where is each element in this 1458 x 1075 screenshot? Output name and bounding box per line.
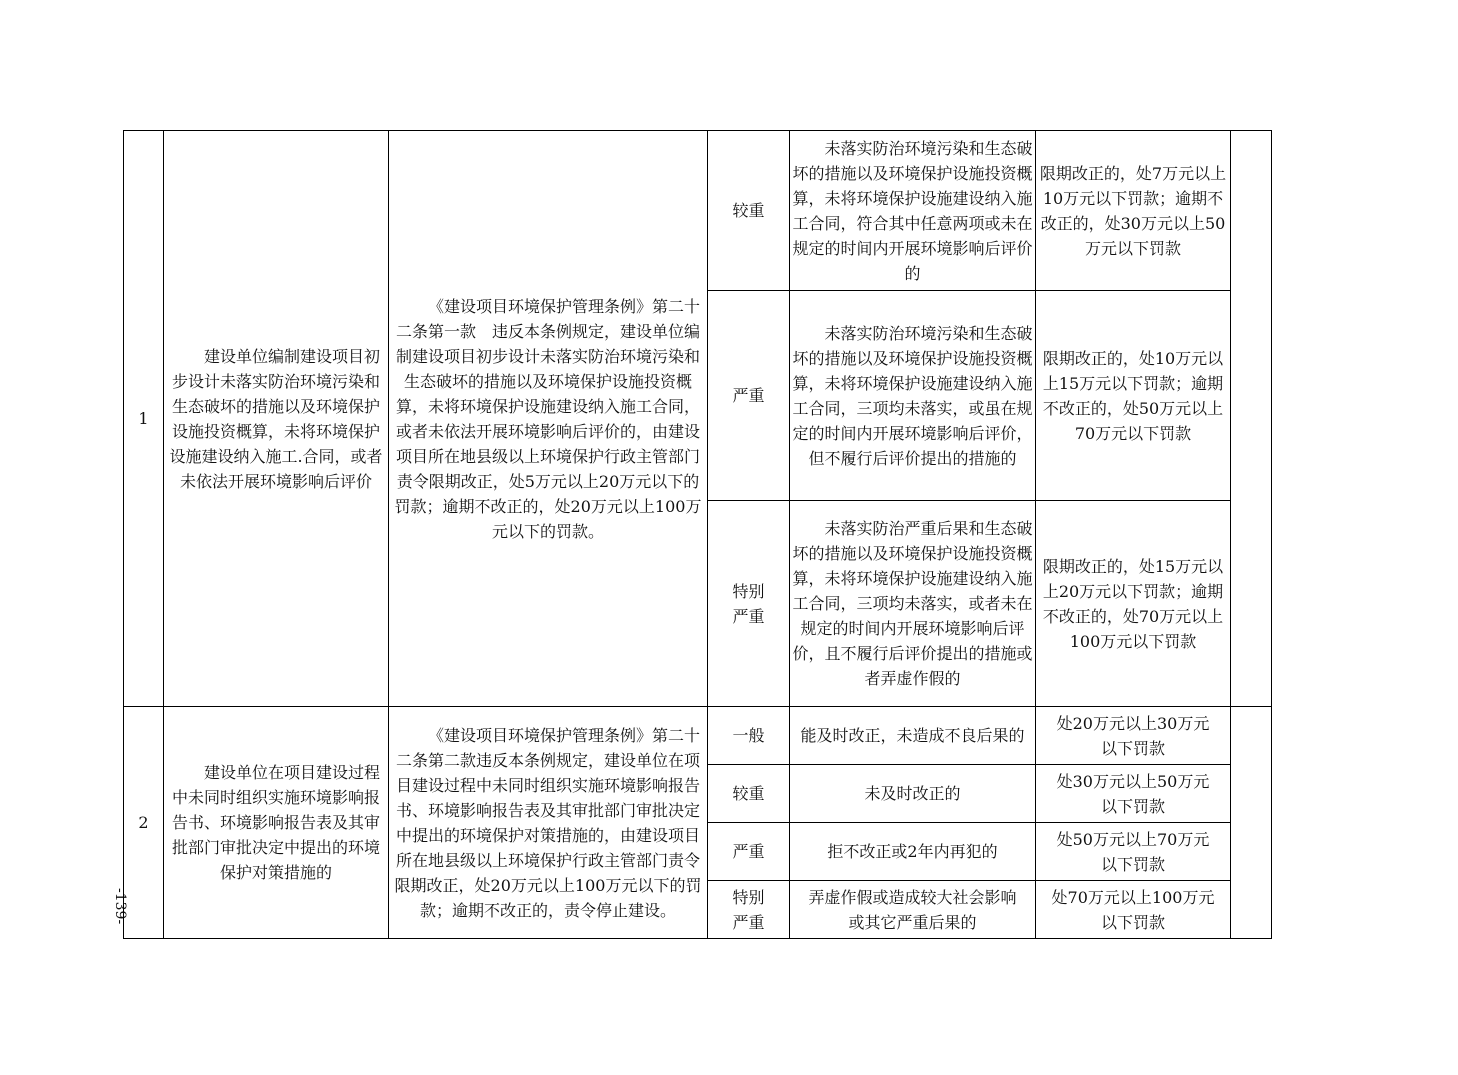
legal-basis: 《建设项目环境保护管理条例》第二十二条第二款违反本条例规定，建设单位在项目建设过程中未同时组织实施环境影响报告书、环境影响报告表及其审批部门审批决定中提出的环境保护对策措施的，由建设项目所在地县级以上环境保护行政主管部门责令限期改正，处20万元以上100万元以下的罚款；逾期不改正的，责令停止建设。 bbox=[389, 707, 708, 939]
penalty-standard: 处30万元以上50万元以下罚款 bbox=[1036, 765, 1231, 823]
remarks-cell bbox=[1231, 131, 1272, 707]
item-number: 1 bbox=[124, 131, 164, 707]
penalty-standard: 限期改正的，处15万元以上20万元以下罚款；逾期不改正的，处70万元以上100万元以下罚款 bbox=[1036, 501, 1231, 707]
penalty-standard: 限期改正的，处10万元以上15万元以下罚款；逾期不改正的，处50万元以上70万元以下罚款 bbox=[1036, 291, 1231, 501]
circumstance: 拒不改正或2年内再犯的 bbox=[790, 823, 1036, 881]
severity-grade: 严重 bbox=[708, 291, 790, 501]
circumstance: 未落实防治环境污染和生态破坏的措施以及环境保护设施投资概算，未将环境保护设施建设纳入施工合同，三项均未落实，或虽在规定的时间内开展环境影响后评价，但不履行后评价提出的措施的 bbox=[790, 291, 1036, 501]
remarks-cell bbox=[1231, 707, 1272, 939]
severity-grade: 一般 bbox=[708, 707, 790, 765]
violation-behavior: 建设单位编制建设项目初步设计未落实防治环境污染和生态破坏的措施以及环境保护设施投资概算，未将环境保护设施建设纳入施工.合同，或者未依法开展环境影响后评价 bbox=[164, 131, 389, 707]
penalty-standard: 限期改正的，处7万元以上10万元以下罚款；逾期不改正的，处30万元以上50万元以下罚款 bbox=[1036, 131, 1231, 291]
circumstance: 弄虚作假或造成较大社会影响或其它严重后果的 bbox=[790, 881, 1036, 939]
circumstance: 未及时改正的 bbox=[790, 765, 1036, 823]
circumstance: 能及时改正，未造成不良后果的 bbox=[790, 707, 1036, 765]
penalty-discretion-table bbox=[123, 130, 1272, 939]
circumstance: 未落实防治环境污染和生态破坏的措施以及环境保护设施投资概算，未将环境保护设施建设纳入施工合同，符合其中任意两项或未在规定的时间内开展环境影响后评价的 bbox=[790, 131, 1036, 291]
severity-grade: 较重 bbox=[708, 131, 790, 291]
table-row bbox=[124, 707, 1272, 765]
table-row bbox=[124, 131, 1272, 291]
penalty-standard: 处50万元以上70万元以下罚款 bbox=[1036, 823, 1231, 881]
severity-grade: 较重 bbox=[708, 765, 790, 823]
severity-grade: 特别严重 bbox=[708, 501, 790, 707]
violation-behavior: 建设单位在项目建设过程中未同时组织实施环境影响报告书、环境影响报告表及其审批部门审批决定中提出的环境保护对策措施的 bbox=[164, 707, 389, 939]
severity-grade: 特别严重 bbox=[708, 881, 790, 939]
penalty-standard: 处20万元以上30万元以下罚款 bbox=[1036, 707, 1231, 765]
page-number: -139- bbox=[112, 888, 128, 925]
severity-grade: 严重 bbox=[708, 823, 790, 881]
legal-basis: 《建设项目环境保护管理条例》第二十二条第一款 违反本条例规定，建设单位编制建设项目初步设计未落实防治环境污染和生态破坏的措施以及环境保护设施投资概算，未将环境保护设施建设纳入施工合同，或者未依法开展环境影响后评价的，由建设项目所在地县级以上环境保护行政主管部门责令限期改正，处5万元以上20万元以下的罚款；逾期不改正的，处20万元以上100万元以下的罚款。 bbox=[389, 131, 708, 707]
circumstance: 未落实防治严重后果和生态破坏的措施以及环境保护设施投资概算，未将环境保护设施建设纳入施工合同，三项均未落实，或者未在规定的时间内开展环境影响后评价，且不履行后评价提出的措施或者弄虚作假的 bbox=[790, 501, 1036, 707]
penalty-standard: 处70万元以上100万元以下罚款 bbox=[1036, 881, 1231, 939]
item-number: 2 bbox=[124, 707, 164, 939]
